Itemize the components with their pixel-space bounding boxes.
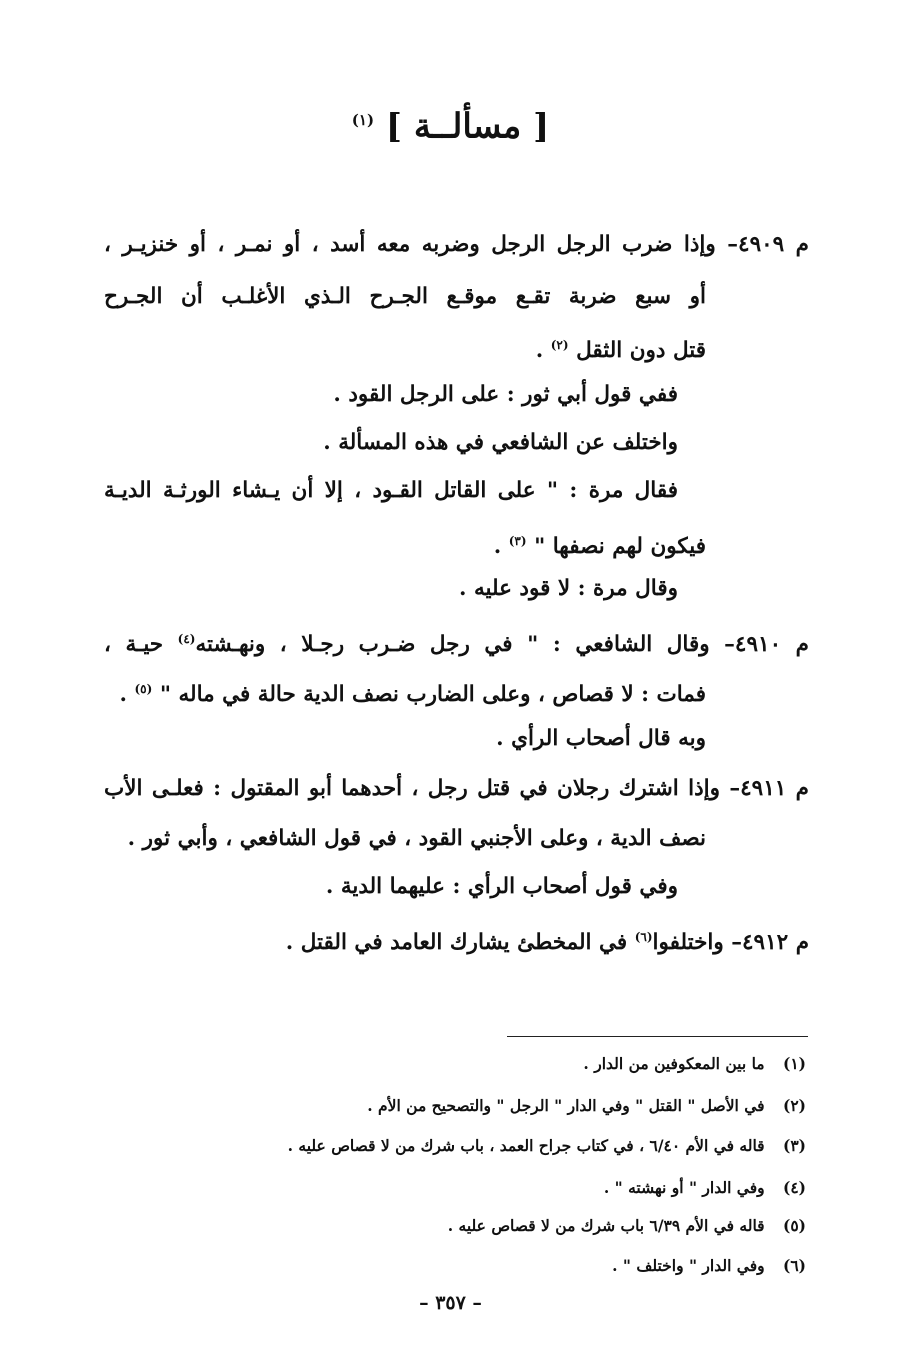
footnote-mark: (٦) [782, 1256, 806, 1275]
footnote-ref: (٦) [634, 930, 653, 944]
paragraph-number: م ٤٩١٢– [731, 930, 809, 956]
body-text: وإذا اشترك رجلان في قتل رجل ، أحدهما أبو المقتول : فعلـى الأب [104, 776, 721, 801]
footnote-text: ما بين المعكوفين من الدار . [583, 1054, 765, 1073]
paragraph-4910-line-3 [496, 722, 706, 756]
section-heading [0, 92, 901, 154]
page-number: – ٣٥٧ – [419, 1292, 482, 1314]
footnote-mark: (٤) [782, 1178, 806, 1197]
body-text-tail: . [535, 338, 551, 364]
body-text: واختلفوا [652, 930, 724, 956]
body-text: ففي قول أبي ثور : على الرجل القود . [333, 382, 678, 407]
body-text: واختلف عن الشافعي في هذه المسألة . [323, 430, 678, 455]
paragraph-4909-line-7 [494, 524, 706, 558]
body-text: وقال مرة : لا قود عليه . [459, 576, 678, 601]
paragraph-4909-line-3 [536, 328, 706, 362]
paragraph-4909-line-5 [323, 426, 678, 460]
body-text-tail: . [119, 682, 135, 708]
heading-footnote-ref: (١) [351, 111, 375, 129]
paragraph-4912-line-1 [286, 920, 809, 954]
footnote-separator [507, 1036, 808, 1037]
footnote-ref: (٤) [177, 632, 196, 646]
footnote-text: في الأصل " القتل " وفي الدار " الرجل " والتصحيح من الأم . [367, 1096, 765, 1115]
paragraph-4911-line-1 [104, 772, 809, 806]
footnote-6 [612, 1254, 806, 1278]
paragraph-4911-line-2 [128, 822, 706, 856]
paragraph-4909-line-4 [333, 378, 678, 412]
paragraph-4909-line-8 [459, 572, 678, 606]
footnote-mark: (٣) [782, 1136, 806, 1155]
footnote-mark: (١) [782, 1054, 806, 1073]
body-text: فمات : لا قصاص ، وعلى الضارب نصف الدية حالة في ماله " [159, 682, 706, 708]
footnote-ref: (٣) [508, 534, 527, 548]
footnote-4 [604, 1176, 806, 1200]
paragraph-4910-line-2 [120, 672, 707, 706]
body-text: فقال مرة : " على القاتل القـود ، إلا أن يـشاء الورثـة الديـة [104, 478, 678, 503]
footnote-2 [367, 1094, 806, 1118]
footnote-ref: (٢) [550, 338, 569, 352]
body-text: أو سبع ضربة تقـع موقـع الجـرح الـذي الأغلـب أن الجـرح [104, 284, 706, 309]
body-text: وبه قال أصحاب الرأي . [496, 726, 706, 751]
paragraph-4909-line-2 [104, 280, 706, 314]
paragraph-number: م ٤٩١٠– [724, 632, 809, 658]
footnote-text: وفي الدار " واختلف " . [612, 1256, 765, 1275]
paragraph-4909-line-1 [104, 228, 809, 262]
footnote-text: قاله في الأم ٦/٣٩ باب شرك من لا قصاص عليه . [447, 1216, 765, 1235]
footnote-1 [583, 1052, 806, 1076]
body-text-tail: في المخطئ يشارك العامد في القتل . [285, 930, 635, 956]
body-text: نصف الدية ، وعلى الأجنبي القود ، في قول الشافعي ، وأبي ثور . [127, 826, 706, 851]
footnote-3 [288, 1134, 806, 1158]
paragraph-4911-line-3 [326, 870, 678, 904]
footnote-mark: (٥) [782, 1216, 806, 1235]
body-text: فيكون لهم نصفها " [534, 534, 706, 560]
footnote-text: وفي الدار " أو نهشته " . [603, 1178, 765, 1197]
body-text: قتل دون الثقل [576, 338, 706, 364]
body-text-tail: . [493, 534, 509, 560]
footnote-mark: (٢) [782, 1096, 806, 1115]
footnote-text: قاله في الأم ٦/٤٠ ، في كتاب جراح العمد ، باب شرك من لا قصاص عليه . [287, 1136, 765, 1155]
footnote-5 [448, 1214, 806, 1238]
paragraph-4910-line-1 [104, 622, 809, 656]
body-text: وإذا ضرب الرجل الرجل وضربه معه أسد ، أو نمـر ، أو خنزيـر ، [104, 232, 716, 257]
heading-title: [ مسألــة ] [385, 106, 550, 147]
body-text: وفي قول أصحاب الرأي : عليهما الدية . [325, 874, 678, 899]
paragraph-number: م ٤٩١١– [729, 776, 809, 801]
body-text-tail: حيـة ، [104, 632, 178, 658]
footnote-ref: (٥) [134, 682, 153, 696]
paragraph-4909-line-6 [104, 474, 678, 508]
paragraph-number: م ٤٩٠٩– [727, 232, 809, 257]
body-text: وقال الشافعي : " في رجل ضـرب رجـلا ، ونهـشته [195, 632, 710, 658]
